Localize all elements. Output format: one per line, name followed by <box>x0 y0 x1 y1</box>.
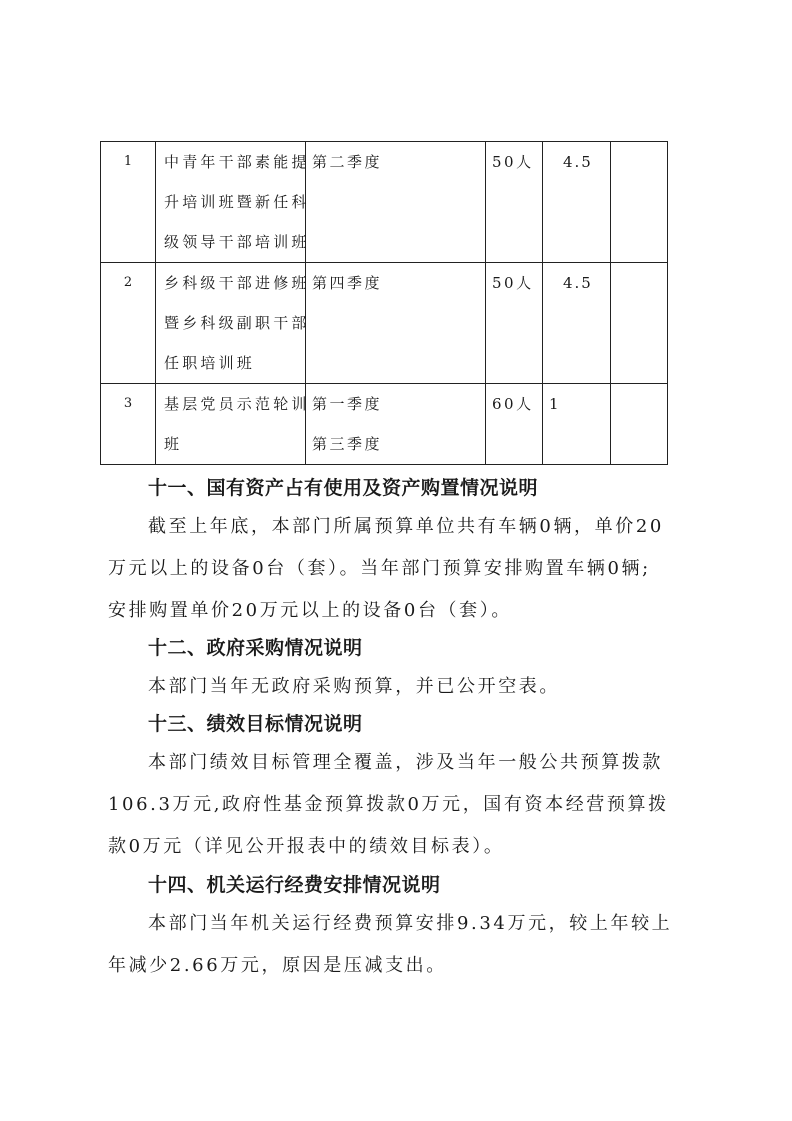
course-name-line: 暨乡科级副职干部 <box>164 314 310 332</box>
course-name-line: 乡科级干部进修班 <box>164 274 310 292</box>
paragraph-line: 本部门当年机关运行经费预算安排9.34万元，较上年较上 <box>148 913 673 934</box>
section-paragraph <box>108 666 708 708</box>
course-name-cell <box>156 263 310 384</box>
course-name-line: 中青年干部素能提 <box>164 153 310 171</box>
period-line: 第一季度 <box>312 395 383 413</box>
budget-amount-cell: 4.5 <box>543 142 611 263</box>
note-cell <box>611 263 668 384</box>
course-name-line: 任职培训班 <box>164 354 256 372</box>
section-operating-expenses <box>108 873 708 987</box>
section-performance-targets <box>108 712 708 868</box>
paragraph-line: 安排购置单价20万元以上的设备0台（套）。 <box>108 600 512 621</box>
table-row <box>101 142 668 263</box>
budget-amount-cell: 4.5 <box>543 263 611 384</box>
section-heading: 十三、绩效目标情况说明 <box>148 713 363 735</box>
paragraph-line: 本部门绩效目标管理全覆盖，涉及当年一般公共预算拨款 <box>148 752 663 773</box>
period-cell <box>306 263 486 384</box>
table-row <box>101 263 668 384</box>
course-name-cell <box>156 142 310 263</box>
section-heading: 十四、机关运行经费安排情况说明 <box>148 874 441 896</box>
row-number: 3 <box>101 384 156 465</box>
period-cell <box>306 384 486 465</box>
course-name-cell <box>156 384 310 465</box>
people-count-cell: 50人 <box>486 142 543 263</box>
people-count-cell: 50人 <box>486 263 543 384</box>
paragraph-line: 106.3万元,政府性基金预算拨款0万元，国有资本经营预算拨 <box>108 794 669 815</box>
paragraph-line: 本部门当年无政府采购预算，并已公开空表。 <box>148 676 560 697</box>
paragraph-line: 年减少2.66万元，原因是压减支出。 <box>108 955 447 976</box>
period-line: 第三季度 <box>312 435 383 453</box>
people-count-cell: 60人 <box>486 384 543 465</box>
period-line: 第四季度 <box>312 274 383 292</box>
note-cell <box>611 384 668 465</box>
row-number: 2 <box>101 263 156 384</box>
section-paragraph <box>108 903 708 987</box>
section-paragraph <box>108 506 708 632</box>
paragraph-line: 截至上年底，本部门所属预算单位共有车辆0辆，单价20 <box>148 516 664 537</box>
course-name-line: 升培训班暨新任科 <box>164 193 310 211</box>
row-number: 1 <box>101 142 156 263</box>
period-cell <box>306 142 486 263</box>
section-paragraph <box>108 742 708 868</box>
course-name-line: 级领导干部培训班 <box>164 233 310 251</box>
table-row <box>101 384 668 465</box>
training-plan-table <box>100 141 668 465</box>
section-heading: 十二、政府采购情况说明 <box>148 637 363 659</box>
course-name-line: 基层党员示范轮训 <box>164 395 310 413</box>
section-heading: 十一、国有资产占有使用及资产购置情况说明 <box>148 477 539 499</box>
course-name-line: 班 <box>164 435 183 453</box>
budget-amount-cell: 1 <box>543 384 611 465</box>
section-government-procurement <box>108 636 708 708</box>
section-asset-usage <box>108 476 708 632</box>
period-line: 第二季度 <box>312 153 383 171</box>
paragraph-line: 款0万元（详见公开报表中的绩效目标表）。 <box>108 836 505 857</box>
note-cell <box>611 142 668 263</box>
paragraph-line: 万元以上的设备0台（套）。当年部门预算安排购置车辆0辆; <box>108 558 651 579</box>
